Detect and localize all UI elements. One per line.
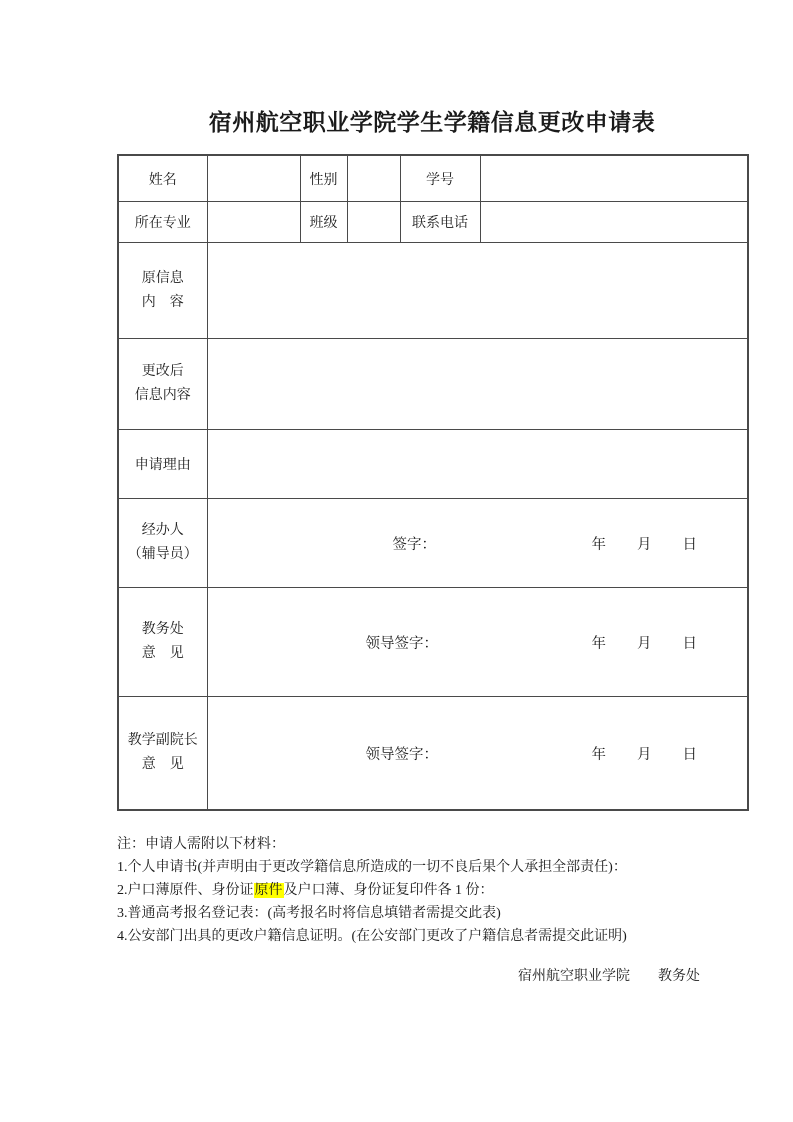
form-content: [117, 0, 747, 985]
phone-input-cell[interactable]: [480, 202, 748, 243]
footer-org: 宿州航空职业学院: [518, 969, 630, 984]
date-fields: [592, 533, 698, 554]
day-label: 日: [682, 635, 697, 652]
note-item-2-highlight: 原件: [254, 883, 283, 898]
year-label: 年: [591, 746, 606, 763]
leader-signature-label: 领导签字：: [365, 746, 438, 763]
form-title: 宿州航空职业学院学生学籍信息更改申请表: [208, 110, 656, 135]
notes-section: [117, 833, 747, 948]
original-info-label-line2: 内 容: [141, 294, 184, 310]
table-row: [118, 430, 748, 499]
month-label: 月: [637, 746, 652, 763]
leader-signature-label: 领导签字：: [365, 635, 438, 652]
year-label: 年: [591, 635, 606, 652]
note-item-1: 1.个人申请书(并声明由于更改学籍信息所造成的一切不良后果个人承担全部责任)：: [117, 860, 627, 875]
reason-label: 申请理由: [118, 430, 207, 499]
table-row: [118, 243, 748, 339]
note-item-2-suffix: 及户口薄、身份证复印件各 1 份：: [283, 883, 494, 898]
handler-signature-cell[interactable]: [207, 499, 748, 588]
reason-input-cell[interactable]: [207, 430, 748, 499]
original-info-input-cell[interactable]: [207, 243, 748, 339]
class-input-cell[interactable]: [347, 202, 400, 243]
notes-header: 注：申请人需附以下材料：: [117, 837, 285, 852]
note-item-2: [117, 879, 747, 902]
changed-info-input-cell[interactable]: [207, 339, 748, 430]
table-row: [118, 339, 748, 430]
original-info-label: [118, 243, 207, 339]
major-input-cell[interactable]: [207, 202, 300, 243]
day-label: 日: [682, 536, 697, 553]
phone-label: 联系电话: [400, 202, 480, 243]
academic-office-label: [118, 588, 207, 697]
gender-label: 性别: [300, 155, 347, 202]
changed-info-label: [118, 339, 207, 430]
month-label: 月: [637, 635, 652, 652]
footer-dept: 教务处: [658, 969, 700, 984]
student-id-input-cell[interactable]: [480, 155, 748, 202]
table-row: [118, 155, 748, 202]
academic-office-signature-cell[interactable]: [207, 588, 748, 697]
vice-president-label-line1: 教学副院长: [127, 733, 198, 749]
vice-president-signature-row: [208, 743, 748, 764]
year-label: 年: [591, 536, 606, 553]
application-form-table: [117, 154, 749, 811]
table-row: [118, 588, 748, 697]
class-label: 班级: [300, 202, 347, 243]
vice-president-label: [118, 697, 207, 811]
handler-label: [118, 499, 207, 588]
major-label: 所在专业: [118, 202, 207, 243]
table-row: [118, 499, 748, 588]
note-item-3: 3.普通高考报名登记表：(高考报名时将信息填错者需提交此表): [117, 906, 501, 921]
note-item-4: 4.公安部门出具的更改户籍信息证明。(在公安部门更改了户籍信息者需提交此证明): [117, 929, 627, 944]
day-label: 日: [682, 746, 697, 763]
signature-label: 签字：: [392, 536, 436, 553]
academic-office-label-line2: 意 见: [141, 646, 184, 661]
gender-input-cell[interactable]: [347, 155, 400, 202]
academic-office-signature-row: [208, 632, 748, 653]
month-label: 月: [637, 536, 652, 553]
original-info-label-line1: 原信息: [141, 270, 184, 286]
handler-signature-row: [208, 533, 748, 554]
academic-office-label-line1: 教务处: [141, 622, 184, 638]
vice-president-label-line2: 意 见: [141, 757, 184, 772]
handler-label-line2: （辅导员）: [127, 547, 198, 562]
footer-signature-line: [117, 965, 747, 985]
vice-president-signature-cell[interactable]: [207, 697, 748, 811]
table-row: [118, 202, 748, 243]
student-id-label: 学号: [400, 155, 480, 202]
name-label: 姓名: [118, 155, 207, 202]
date-fields: [592, 743, 698, 764]
date-fields: [592, 632, 698, 653]
handler-label-line1: 经办人: [141, 523, 184, 539]
changed-info-label-line2: 信息内容: [134, 388, 191, 403]
name-input-cell[interactable]: [207, 155, 300, 202]
note-item-2-prefix: 2.户口薄原件、身份证: [117, 883, 254, 898]
changed-info-label-line1: 更改后: [141, 364, 184, 380]
table-row: [118, 697, 748, 811]
